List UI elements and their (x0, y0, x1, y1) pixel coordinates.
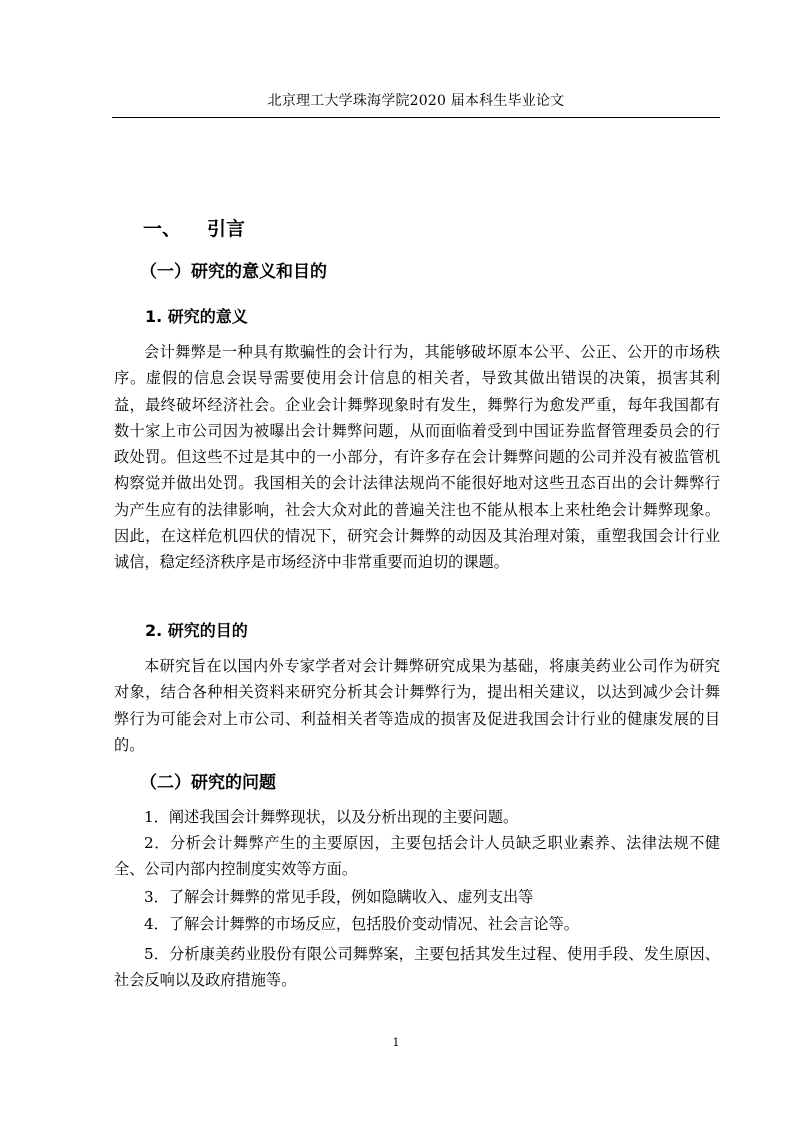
section-title: 引言 (207, 218, 246, 240)
paragraph-significance: 会计舞弊是一种具有欺骗性的会计行为，其能够破坏原本公平、公正、公开的市场秩序。虚假的信息会误导需要使用会计信息的相关者，导致其做出错误的决策，损害其利益，最终破坏经济社会。企业会计舞弊现象时有发生，舞弊行为愈发严重，每年我国都有数十家上市公司因为被曝出会计舞弊问题，从而面临着受到中国证券监督管理委员会的行政处罚。但这些不过是其中的一小部分，有许多存在会计舞弊问题的公司并没有被监管机构察觉并做出处罚。我国相关的会计法律法规尚不能很好地对这些丑态百出的会计舞弊行为产生应有的法律影响，社会大众对此的普遍关注也不能从根本上来杜绝会计舞弊现象。因此，在这样危机四伏的情况下，研究会计舞弊的动因及其治理对策，重塑我国会计行业诚信，稳定经济秩序是市场经济中非常重要而迫切的课题。 (114, 343, 720, 572)
subsection-heading-1: （一）研究的意义和目的 (140, 262, 327, 282)
list-item: 4．了解会计舞弊的市场反应，包括股价变动情况、社会言论等。 (144, 915, 579, 933)
list-item: 3．了解会计舞弊的常见手段，例如隐瞒收入、虚列支出等 (144, 888, 534, 906)
item-heading-purpose: 2. 研究的目的 (145, 621, 248, 640)
list-item: 5．分析康美药业股份有限公司舞弊案，主要包括其发生过程、使用手段、发生原因、社会反响以及政府措施等。 (114, 945, 720, 990)
paragraph-purpose: 本研究旨在以国内外专家学者对会计舞弊研究成果为基础，将康美药业公司作为研究对象，结合各种相关资料来研究分析其会计舞弊行为，提出相关建议，以达到减少会计舞弊行为可能会对上市公司、利益相关者等造成的损害及促进我国会计行业的健康发展的目的。 (114, 657, 720, 754)
list-item: 1．阐述我国会计舞弊现状，以及分析出现的主要问题。 (144, 808, 519, 826)
section-number: 一、 (143, 218, 182, 240)
page-number: 1 (392, 1036, 400, 1049)
item-heading-significance: 1. 研究的意义 (145, 307, 248, 326)
list-item: 2．分析会计舞弊产生的主要原因，主要包括会计人员缺乏职业素养、法律法规不健全、公司内部内控制度实效等方面。 (114, 834, 720, 879)
subsection-heading-2: （二）研究的问题 (140, 773, 276, 793)
header-rule (112, 117, 720, 118)
section-heading (143, 216, 245, 242)
running-header: 北京理工大学珠海学院2020 届本科生毕业论文 (267, 93, 565, 109)
